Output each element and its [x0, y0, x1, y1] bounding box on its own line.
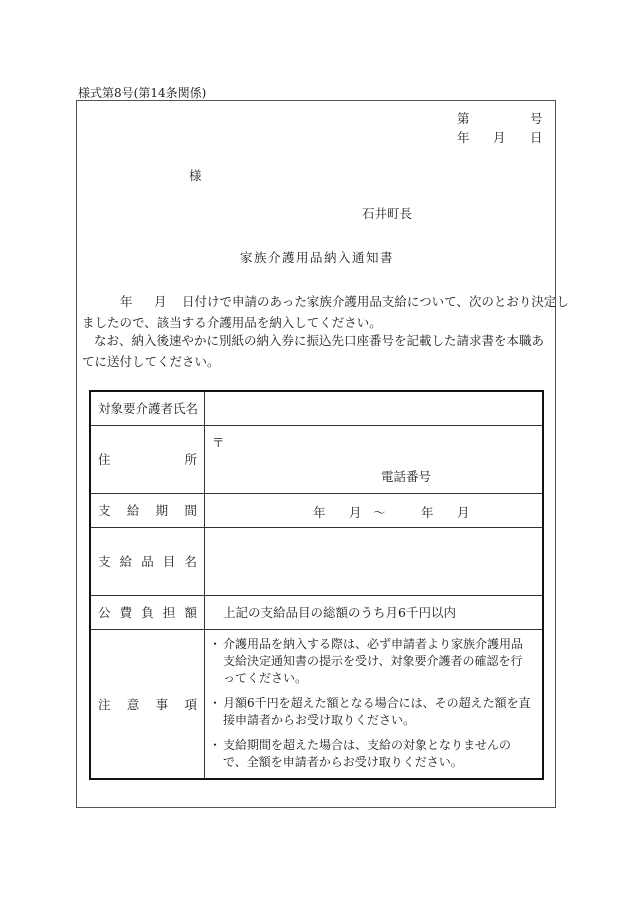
- postal-mark: 〒: [212, 434, 225, 450]
- period-end-month: 月: [457, 504, 470, 520]
- note-item: ・ 月額6千円を超えた額となる場合には、その超えた額を直接申請者からお受け取りください。: [211, 695, 534, 729]
- period-end-year: 年: [421, 504, 434, 520]
- name-label: 対象要介護者氏名: [90, 391, 205, 425]
- doc-number-suffix: 号: [530, 111, 543, 126]
- issuer-name: 石井町長: [362, 206, 413, 221]
- body-line-2: ましたので、該当する介護用品を納入してください。: [82, 315, 382, 330]
- table-row-address: [90, 425, 543, 493]
- address-value: [205, 425, 544, 493]
- period-label: 支 給 期 間: [90, 493, 205, 527]
- document-title: 家族介護用品納入通知書: [240, 250, 395, 265]
- period-start-year: 年: [313, 504, 326, 520]
- info-table: [89, 390, 544, 780]
- phone-label: 電話番号: [381, 468, 432, 484]
- period-start-month: 月: [349, 504, 362, 520]
- addressee-suffix: 様: [189, 168, 202, 183]
- notes-list: [205, 630, 542, 777]
- table-row-items: [90, 527, 543, 595]
- notes-value: [205, 629, 544, 779]
- note-item: ・ 支給期間を超えた場合は、支給の対象となりませんので、全額を申請者からお受け取りください。: [211, 737, 534, 771]
- table-row-notes: [90, 629, 543, 779]
- date-year: 年: [457, 130, 470, 145]
- body-month: 月: [154, 294, 167, 309]
- burden-value: 上記の支給品目の総額のうち月6千円以内: [205, 595, 544, 629]
- burden-label: 公 費 負 担 額: [90, 595, 205, 629]
- date-day: 日: [530, 130, 543, 145]
- body-paragraph-2: なお、納入後速やかに別紙の納入券に振込先口座番号を記載した請求書を本職あてに送付してください。: [82, 333, 545, 369]
- period-separator: ～: [373, 504, 386, 520]
- date-month: 月: [493, 130, 506, 145]
- items-label: 支 給 品 目 名: [90, 527, 205, 595]
- doc-number-prefix: 第: [457, 111, 470, 126]
- table-row-period: [90, 493, 543, 527]
- form-number-label: 様式第8号(第14条関係): [78, 86, 207, 100]
- period-value: [205, 493, 544, 527]
- body-year: 年: [120, 294, 133, 309]
- items-value: [205, 527, 544, 595]
- note-item: ・ 介護用品を納入する際は、必ず申請者より家族介護用品支給決定通知書の提示を受け、対象要介護者の確認を行ってください。: [211, 636, 534, 687]
- name-value: [205, 391, 544, 425]
- table-row-name: [90, 391, 543, 425]
- body-line-1-text: 日付けで申請のあった家族介護用品支給について、次のとおり決定し: [182, 294, 569, 309]
- table-row-burden: [90, 595, 543, 629]
- address-label: 住 所: [90, 425, 205, 493]
- notes-label: 注 意 事 項: [90, 629, 205, 779]
